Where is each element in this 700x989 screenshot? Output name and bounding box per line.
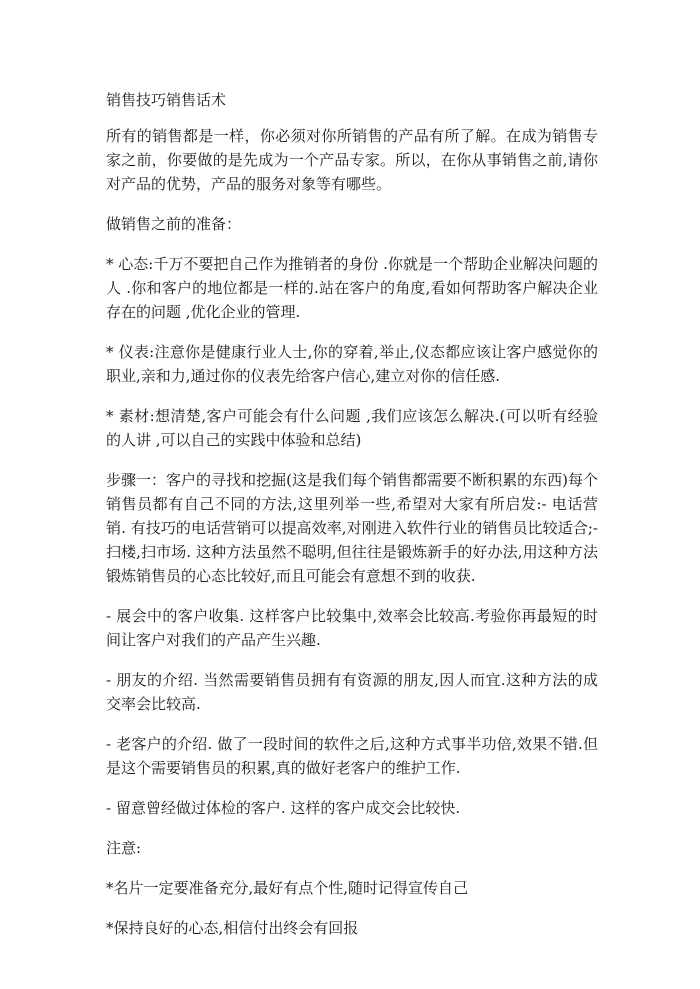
paragraph-notes-heading: 注意:: [106, 839, 142, 857]
paragraph-checkup-customer: - 留意曾经做过体检的客户. 这样的客户成交会比较快.: [106, 799, 461, 817]
paragraph-preparation-heading: 做销售之前的准备：: [106, 215, 242, 233]
paragraph-old-customer: - 老客户的介绍. 做了一段时间的软件之后,这种方式事半功倍,效果不错.但是这个需要销售员的积累,真的做好老客户的维护工作.: [106, 735, 598, 777]
paragraph-mindset: * 心态:千万不要把自己作为推销者的身份 .你就是一个帮助企业解决问题的人 .你和客户的地位都是一样的.站在客户的角度,看如何帮助客户解决企业存在的问题 ,优化企业的管理.: [106, 255, 598, 321]
paragraph-intro: 所有的销售都是一样，你必须对你所销售的产品有所了解。在成为销售专家之前，你要做的是先成为一个产品专家。所以，在你从事销售之前,请你对产品的优势，产品的服务对象等有哪些。: [106, 127, 598, 193]
paragraph-good-attitude: *保持良好的心态,相信付出终会有回报: [106, 919, 359, 937]
paragraph-appearance: * 仪表:注意你是健康行业人士,你的穿着,举止,仪态都应该让客户感觉你的职业,亲和力,通过你的仪表先给客户信心,建立对你的信任感.: [106, 343, 598, 385]
paragraph-exhibition: - 展会中的客户收集. 这样客户比较集中,效率会比较高.考验你再最短的时间让客户对我们的产品产生兴趣.: [106, 607, 598, 649]
document-title: 销售技巧销售话术: [106, 91, 227, 109]
paragraph-friend-referral: - 朋友的介绍. 当然需要销售员拥有有资源的朋友,因人而宜.这种方法的成交率会比较高.: [106, 671, 598, 713]
paragraph-step-one: 步骤一：客户的寻找和挖掘(这是我们每个销售都需要不断积累的东西)每个销售员都有自己不同的方法,这里列举一些,希望对大家有所启发:- 电话营销. 有技巧的电话营销可以提高效率,对刚进入软件行业的销售员比较适合;- 扫楼,扫市场. 这种方法虽然不聪明,但往往是锻炼新手的好办法,用这种方法锻炼销售员的心态比较好,而且可能会有意想不到的收获.: [106, 471, 598, 585]
document-page: [106, 88, 598, 956]
paragraph-business-card: *名片一定要准备充分,最好有点个性,随时记得宣传自己: [106, 879, 469, 897]
paragraph-materials: * 素材:想清楚,客户可能会有什么问题 ,我们应该怎么解决.(可以听有经验的人讲 ,可以自己的实践中体验和总结): [106, 407, 598, 449]
